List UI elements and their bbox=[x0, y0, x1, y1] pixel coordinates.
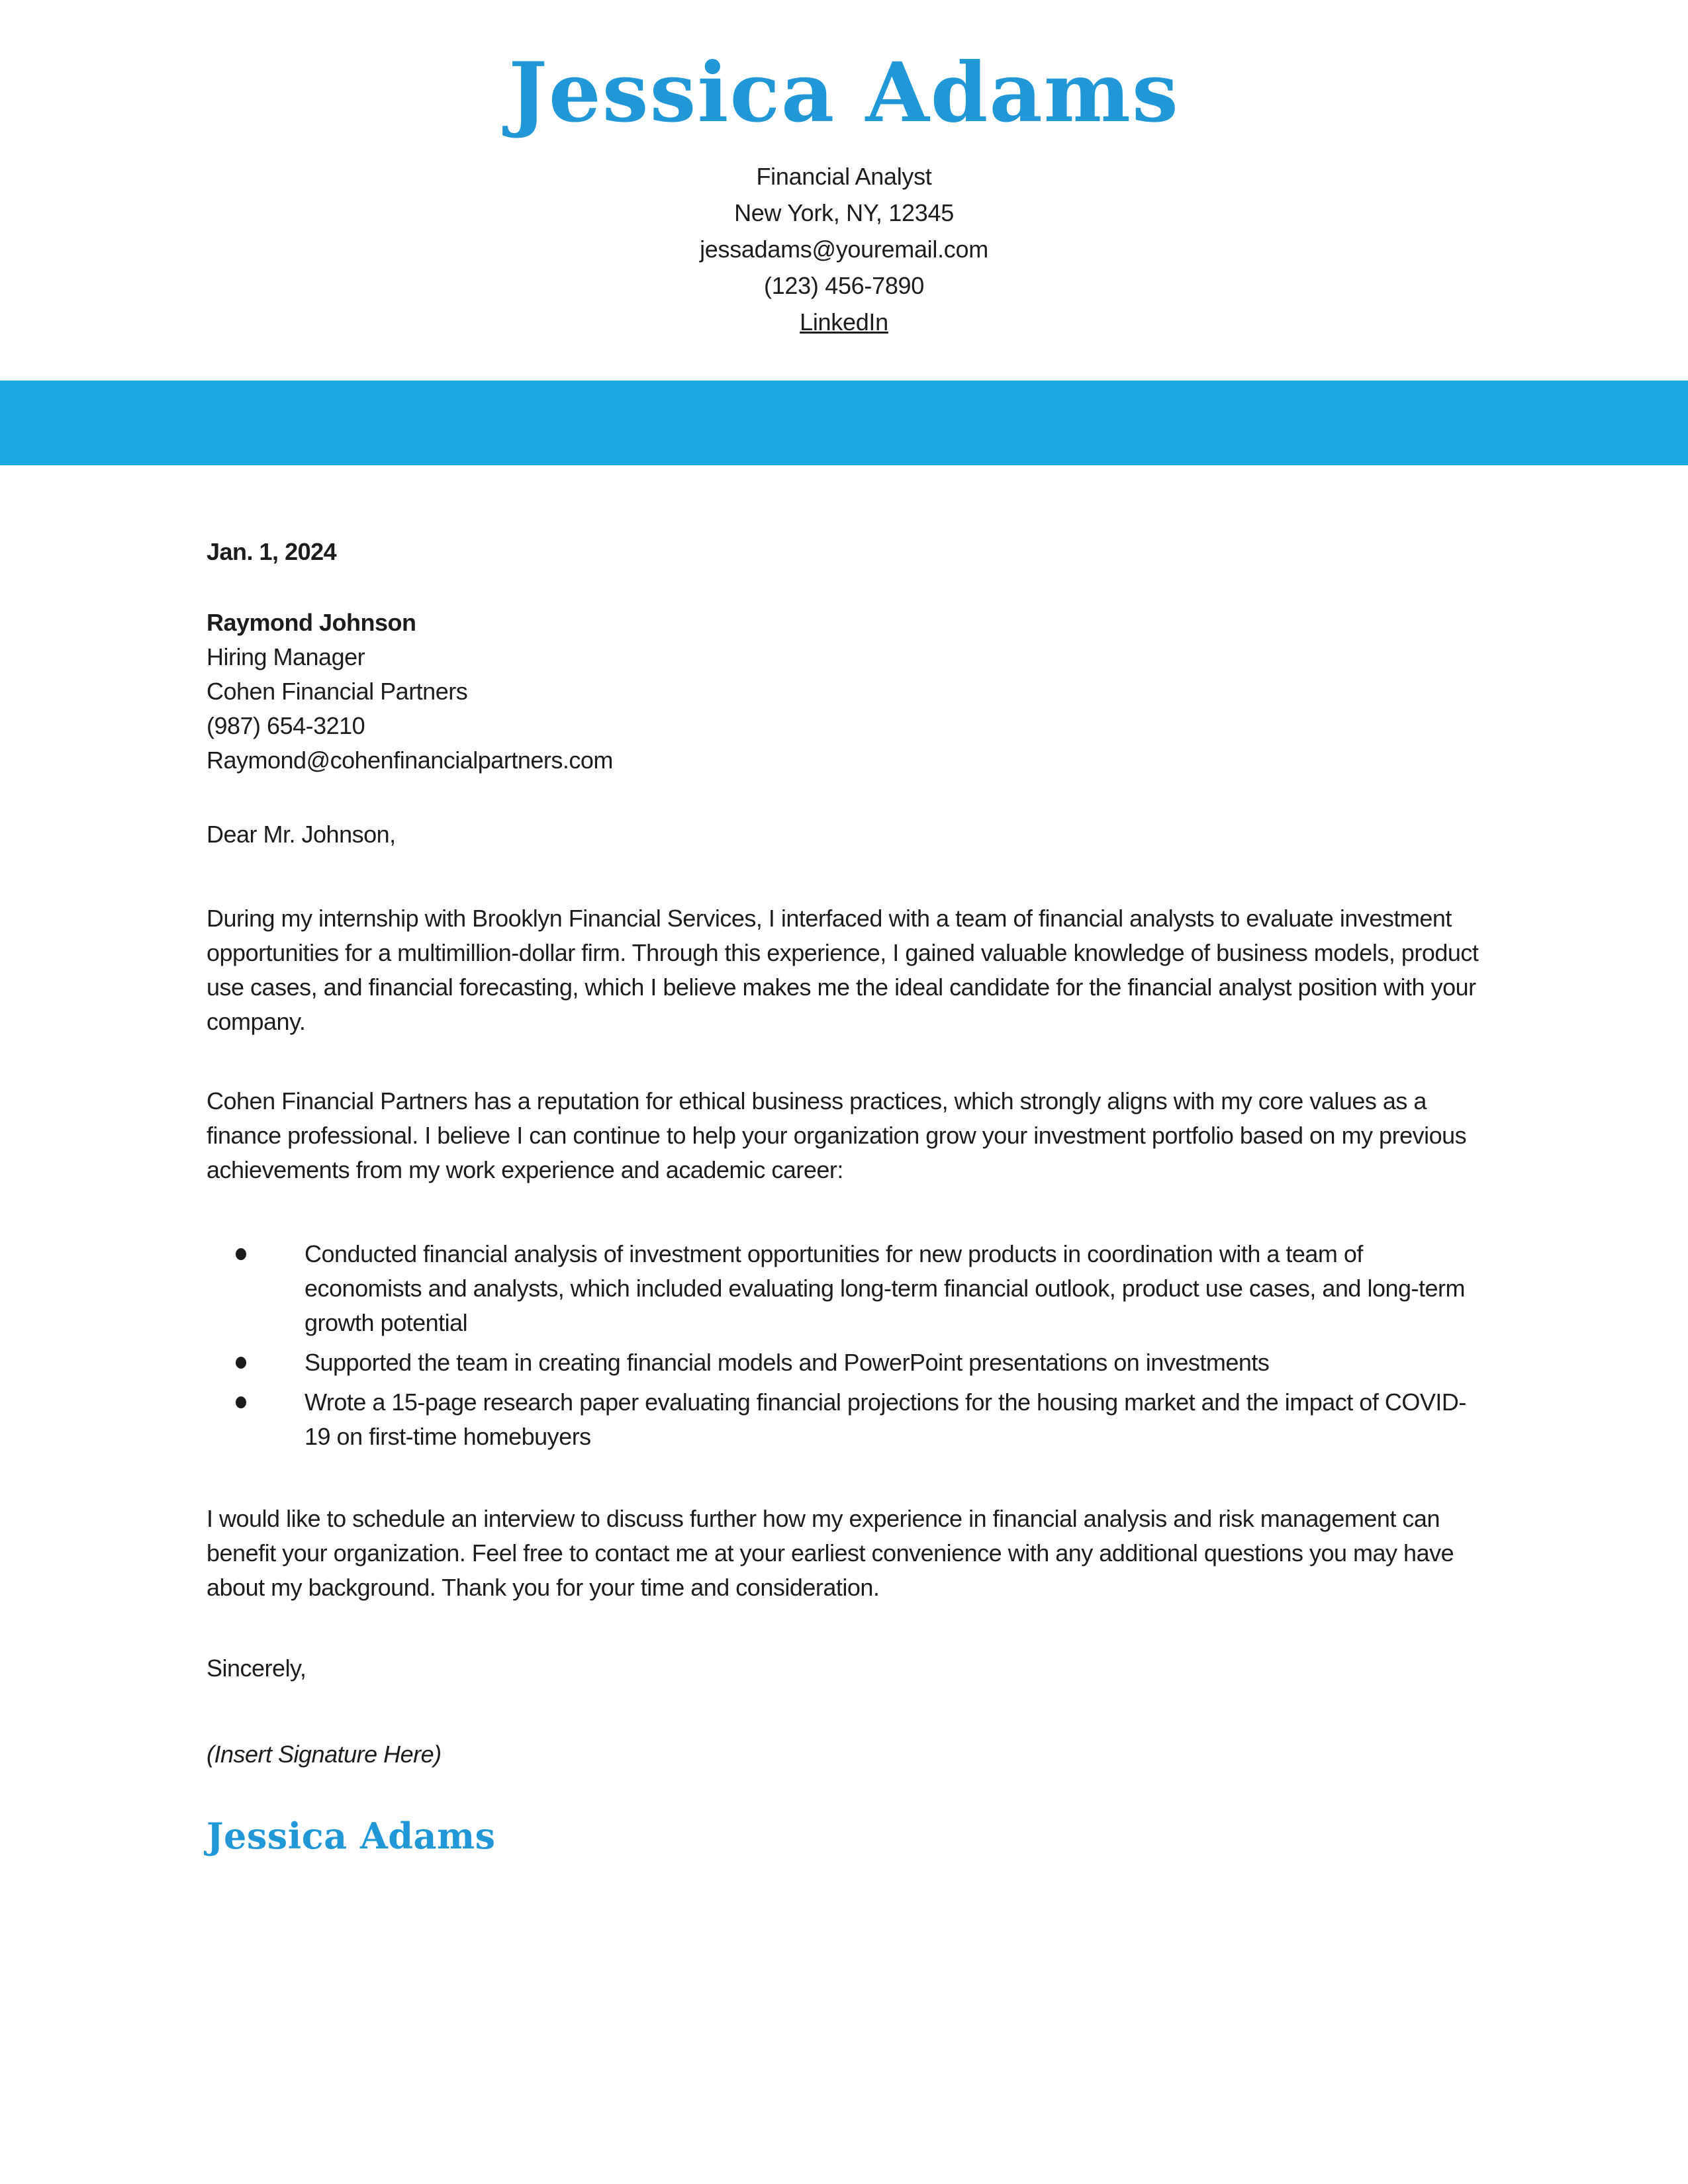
signature-placeholder: (Insert Signature Here) bbox=[207, 1740, 442, 1768]
closing-salutation: Sincerely, bbox=[207, 1654, 306, 1682]
achievement-item: Wrote a 15-page research paper evaluating financial projections for the housing market and the impact of COVID-19 on first-time homebuyers bbox=[207, 1385, 1481, 1454]
recipient-email: Raymond@cohenfinancialpartners.com bbox=[207, 746, 613, 774]
achievement-item: Conducted financial analysis of investment opportunities for new products in coordination with a team of economists and analysts, which included evaluating long-term financial outlook, product use cases, and long-term growth potential bbox=[207, 1237, 1481, 1340]
contact-location: New York, NY, 12345 bbox=[734, 199, 954, 226]
contact-block bbox=[0, 158, 1688, 340]
contact-linkedin-row bbox=[0, 304, 1688, 340]
paragraph-values: Cohen Financial Partners has a reputation for ethical business practices, which strongly aligns with my core values as a finance professional. I believe I can continue to help your organization grow your investment portfolio based on my previous achievements from my work experience and academic career: bbox=[207, 1087, 1467, 1183]
linkedin-link[interactable]: LinkedIn bbox=[800, 308, 888, 336]
achievement-item: Supported the team in creating financial models and PowerPoint presentations on investments bbox=[207, 1345, 1481, 1380]
contact-role: Financial Analyst bbox=[756, 162, 932, 190]
achievements-list bbox=[207, 1237, 1481, 1454]
contact-email: jessadams@youremail.com bbox=[700, 235, 988, 263]
recipient-name: Raymond Johnson bbox=[207, 608, 416, 636]
paragraph-interview-request: I would like to schedule an interview to discuss further how my experience in financial analysis and risk management can benefit your organization. Feel free to contact me at your earliest convenience with any additional questions you may have about my background. Thank you for your time and consideration. bbox=[207, 1504, 1454, 1601]
recipient-company: Cohen Financial Partners bbox=[207, 677, 468, 705]
signature-name: Jessica Adams bbox=[207, 1814, 496, 1857]
recipient-block bbox=[207, 606, 1481, 778]
recipient-title: Hiring Manager bbox=[207, 643, 365, 670]
accent-divider-bar bbox=[0, 381, 1688, 465]
paragraph-intro: During my internship with Brooklyn Financial Services, I interfaced with a team of financial analysts to evaluate investment opportunities for a multimillion-dollar firm. Through this experience, I gained valuable knowledge of business models, product use cases, and financial forecasting, which I believe makes me the ideal candidate for the financial analyst position with your company. bbox=[207, 904, 1479, 1035]
letter-body bbox=[0, 535, 1688, 1858]
recipient-phone: (987) 654-3210 bbox=[207, 711, 365, 739]
page-title: Jessica Adams bbox=[508, 45, 1180, 141]
letter-date: Jan. 1, 2024 bbox=[207, 537, 337, 565]
letter-header bbox=[0, 0, 1688, 340]
contact-phone: (123) 456-7890 bbox=[764, 271, 924, 299]
salutation: Dear Mr. Johnson, bbox=[207, 820, 396, 848]
